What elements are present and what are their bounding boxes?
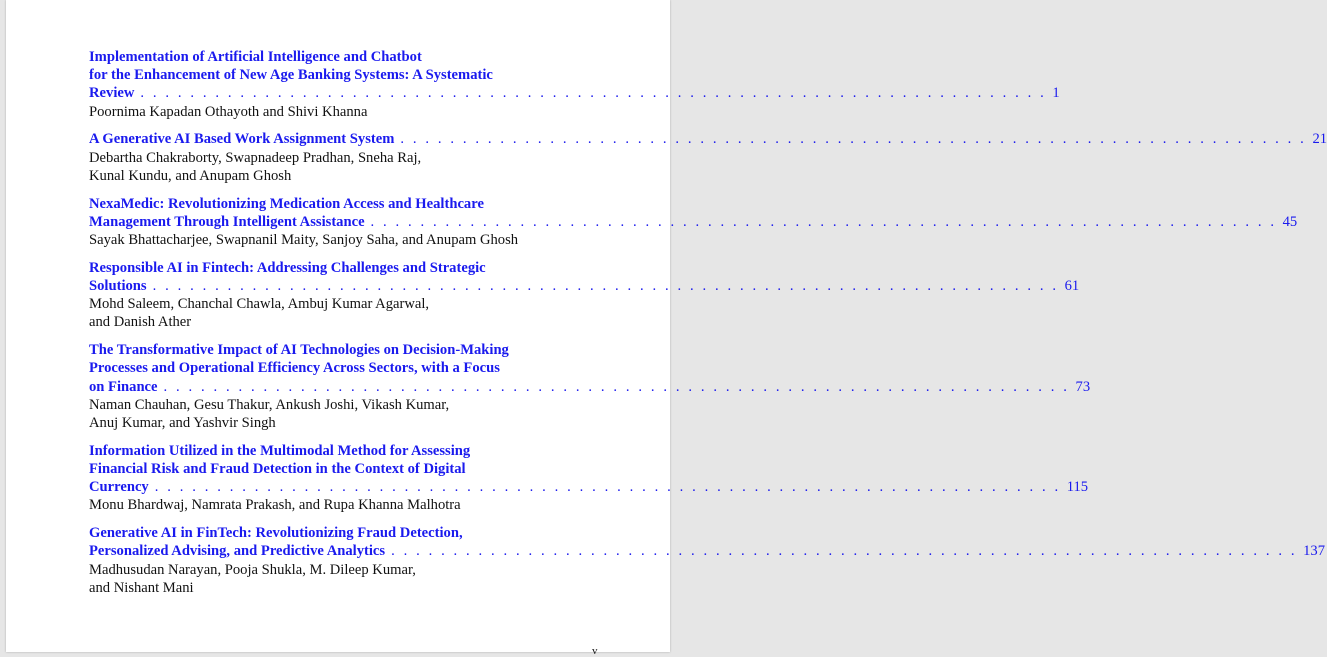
- toc-entry-authors: Kunal Kundu, and Anupam Ghosh: [89, 167, 292, 184]
- toc-entry-link[interactable]: [89, 542, 1325, 560]
- toc-entry-title-line[interactable]: for the Enhancement of New Age Banking Systems: A Systematic: [89, 67, 493, 84]
- toc-entry-authors: Debartha Chakraborty, Swapnadeep Pradhan, Sneha Raj,: [89, 149, 422, 166]
- toc-entry-title-line[interactable]: Implementation of Artificial Intelligence and Chatbot: [89, 49, 422, 65]
- toc-entry: [89, 442, 1089, 515]
- page-number: v: [592, 645, 598, 657]
- toc-entry: [89, 48, 1060, 121]
- toc-entry-title-line[interactable]: Currency: [89, 479, 149, 496]
- dot-leader: . . . . . . . . . . . . . . . . . . . . . . . . . . . . . . . . . . . . . . . . . . . . . . . . . . . . . . . . . . . . . . . . . . . . . . . . .: [154, 479, 1061, 496]
- toc-entry-authors: Sayak Bhattacharjee, Swapnanil Maity, Sanjoy Saha, and Anupam Ghosh: [89, 232, 519, 249]
- dot-leader: . . . . . . . . . . . . . . . . . . . . . . . . . . . . . . . . . . . . . . . . . . . . . . . . . . . . . . . . . . . . . . . . . . . . . . . . .: [400, 131, 1307, 148]
- toc-entry: [89, 130, 1327, 185]
- document-page: [6, 0, 1327, 657]
- toc-entry-authors: and Nishant Mani: [89, 579, 194, 596]
- toc-entry: [89, 195, 1298, 250]
- toc-page-number[interactable]: 115: [1066, 479, 1089, 496]
- toc-page-number[interactable]: 45: [1282, 213, 1298, 230]
- toc-entry-link[interactable]: [89, 130, 1327, 148]
- toc-entry-title-line[interactable]: Responsible AI in Fintech: Addressing Challenges and Strategic: [89, 259, 486, 276]
- toc-entry-link[interactable]: [89, 84, 1060, 102]
- toc-page-number[interactable]: 21: [1312, 131, 1327, 148]
- toc-entry-title-line[interactable]: Review: [89, 85, 135, 102]
- toc-entry-title-line[interactable]: Processes and Operational Efficiency Across Sectors, with a Focus: [89, 360, 500, 377]
- toc-page-number[interactable]: 61: [1064, 278, 1080, 295]
- toc-entry-link[interactable]: [89, 378, 1091, 396]
- dot-leader: . . . . . . . . . . . . . . . . . . . . . . . . . . . . . . . . . . . . . . . . . . . . . . . . . . . . . . . . . . . . . . . . . . . . . . . . .: [152, 278, 1059, 295]
- dot-leader: . . . . . . . . . . . . . . . . . . . . . . . . . . . . . . . . . . . . . . . . . . . . . . . . . . . . . . . . . . . . . . . . . . . . . . . . .: [163, 378, 1070, 395]
- toc-page-number[interactable]: 137: [1303, 543, 1325, 560]
- toc-entry-title-line[interactable]: NexaMedic: Revolutionizing Medication Access and Healthcare: [89, 195, 484, 212]
- toc-entry-title-line[interactable]: Generative AI in FinTech: Revolutionizing Fraud Detection,: [89, 525, 463, 542]
- toc-entry: [89, 524, 1325, 597]
- dot-leader: . . . . . . . . . . . . . . . . . . . . . . . . . . . . . . . . . . . . . . . . . . . . . . . . . . . . . . . . . . . . . . . . . . . . . . . . .: [370, 213, 1277, 230]
- toc-entry-authors: Monu Bhardwaj, Namrata Prakash, and Rupa Khanna Malhotra: [89, 497, 461, 514]
- toc-entry-link[interactable]: [89, 213, 1298, 231]
- dot-leader: . . . . . . . . . . . . . . . . . . . . . . . . . . . . . . . . . . . . . . . . . . . . . . . . . . . . . . . . . . . . . . . . . . . . . . . . .: [140, 85, 1047, 102]
- toc-entry-title-line[interactable]: A Generative AI Based Work Assignment System: [89, 131, 395, 148]
- toc-entry-authors: Mohd Saleem, Chanchal Chawla, Ambuj Kumar Agarwal,: [89, 296, 430, 313]
- toc-page-number[interactable]: 1: [1052, 85, 1060, 102]
- toc-entry-link[interactable]: [89, 478, 1089, 496]
- toc-entry-title-line[interactable]: Management Through Intelligent Assistance: [89, 213, 365, 230]
- toc-entry-authors: Madhusudan Narayan, Pooja Shukla, M. Dileep Kumar,: [89, 561, 416, 578]
- toc-page-number[interactable]: 73: [1075, 378, 1091, 395]
- toc-entry-title-line[interactable]: The Transformative Impact of AI Technologies on Decision-Making: [89, 342, 509, 359]
- toc-entry: [89, 259, 1080, 332]
- toc-entry-title-line[interactable]: Personalized Advising, and Predictive Analytics: [89, 543, 386, 560]
- toc-entry-authors: and Danish Ather: [89, 314, 192, 331]
- toc-entry: [89, 341, 1091, 432]
- toc-entry-authors: Poornima Kapadan Othayoth and Shivi Khanna: [89, 103, 368, 120]
- toc-entry-title-line[interactable]: Financial Risk and Fraud Detection in the Context of Digital: [89, 461, 466, 478]
- toc-entry-title-line[interactable]: Information Utilized in the Multimodal Method for Assessing: [89, 442, 471, 459]
- toc-entry-title-line[interactable]: on Finance: [89, 378, 158, 395]
- toc-entry-authors: Anuj Kumar, and Yashvir Singh: [89, 415, 276, 432]
- toc-entry-link[interactable]: [89, 277, 1080, 295]
- dot-leader: . . . . . . . . . . . . . . . . . . . . . . . . . . . . . . . . . . . . . . . . . . . . . . . . . . . . . . . . . . . . . . . . . . . . . . . . .: [391, 543, 1298, 560]
- toc-entry-authors: Naman Chauhan, Gesu Thakur, Ankush Joshi, Vikash Kumar,: [89, 396, 450, 413]
- toc-entry-title-line[interactable]: Solutions: [89, 278, 147, 295]
- table-of-contents: [89, 48, 1327, 607]
